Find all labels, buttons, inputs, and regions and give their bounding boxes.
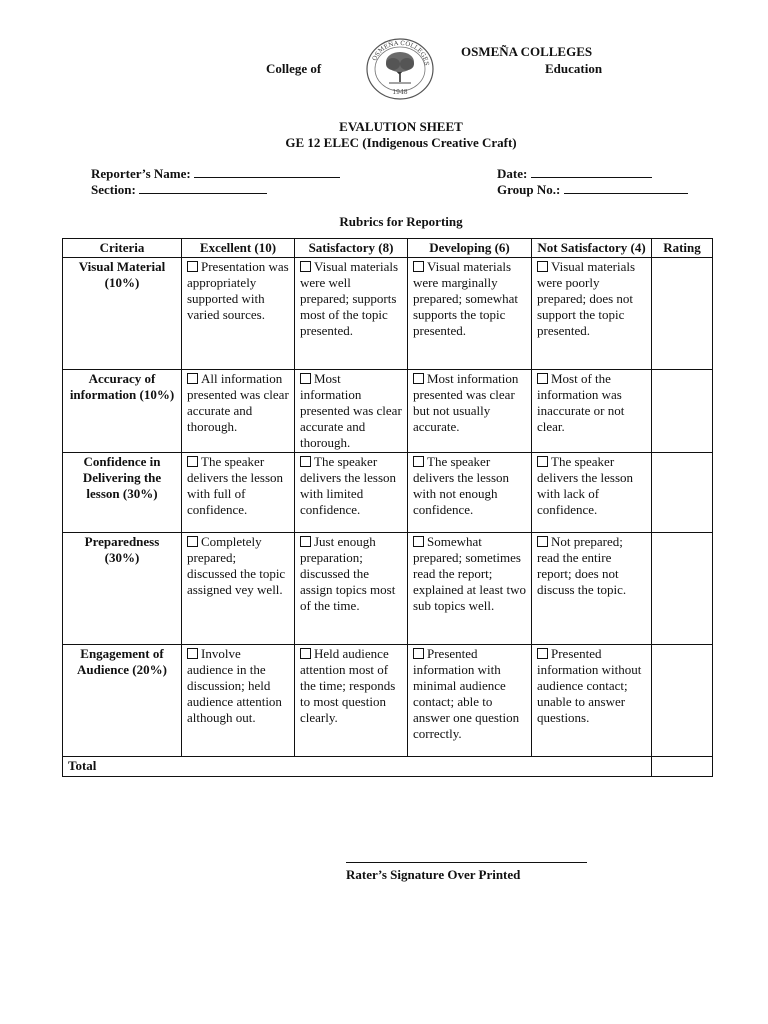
checkbox-icon[interactable] (537, 536, 548, 547)
checkbox-icon[interactable] (537, 261, 548, 272)
checkbox-icon[interactable] (300, 373, 311, 384)
rubric-table (62, 238, 713, 777)
rubric-cell (532, 453, 652, 533)
rating-cell[interactable] (652, 370, 713, 453)
rubric-cell (182, 370, 295, 453)
descriptor-text: Not prepared; read the entire report; does not discuss the topic. (537, 534, 627, 597)
descriptor-text: Somewhat prepared; sometimes read the report; explained at least two sub topics well. (413, 534, 526, 613)
svg-text:1948: 1948 (392, 89, 408, 96)
reporter-name-blank[interactable] (194, 166, 340, 178)
rubric-cell (408, 533, 532, 645)
reporter-name-field[interactable] (91, 166, 340, 182)
section-field[interactable] (91, 182, 267, 198)
rating-cell[interactable] (652, 258, 713, 370)
checkbox-icon[interactable] (413, 536, 424, 547)
checkbox-icon[interactable] (413, 373, 424, 384)
checkbox-icon[interactable] (413, 648, 424, 659)
rubric-title: Rubrics for Reporting (339, 214, 463, 229)
checkbox-icon[interactable] (300, 536, 311, 547)
rubric-cell (295, 258, 408, 370)
rubric-cell (532, 533, 652, 645)
rubric-cell (295, 533, 408, 645)
total-row (63, 757, 713, 777)
descriptor-text: Presented information with minimal audience contact; able to answer one question correctly. (413, 646, 520, 741)
table-header-row (63, 239, 713, 258)
rubric-cell (295, 453, 408, 533)
descriptor-text: Most information presented was clear accurate and thorough. (300, 371, 402, 450)
table-row (63, 258, 713, 370)
rubric-cell (408, 645, 532, 757)
table-row (63, 370, 713, 453)
checkbox-icon[interactable] (187, 261, 198, 272)
total-label: Total (63, 757, 652, 777)
svg-text:OSMEÑA COLLEGES: OSMEÑA COLLEGES (371, 39, 431, 67)
rubric-cell (532, 258, 652, 370)
descriptor-text: Completely prepared; discussed the topic assigned vey well. (187, 534, 286, 597)
descriptor-text: Visual materials were marginally prepared; somewhat supports the topic presented. (413, 259, 519, 338)
descriptor-text: The speaker delivers the lesson with full of confidence. (187, 454, 284, 517)
rubric-cell (295, 645, 408, 757)
group-no-field[interactable] (497, 182, 688, 198)
descriptor-text: The speaker delivers the lesson with lack of confidence. (537, 454, 634, 517)
table-row (63, 453, 713, 533)
criteria-cell: Engagement of Audience (20%) (63, 645, 182, 757)
rubric-cell (182, 453, 295, 533)
checkbox-icon[interactable] (300, 261, 311, 272)
checkbox-icon[interactable] (187, 648, 198, 659)
section-blank[interactable] (139, 182, 267, 194)
total-rating-cell[interactable] (652, 757, 713, 777)
rating-cell[interactable] (652, 645, 713, 757)
group-no-label: Group No.: (497, 182, 561, 197)
descriptor-text: All information presented was clear accurate and thorough. (187, 371, 289, 434)
header-excellent: Excellent (10) (182, 239, 295, 258)
checkbox-icon[interactable] (187, 373, 198, 384)
signature-label: Rater’s Signature Over Printed (346, 867, 521, 882)
header-not-satisfactory: Not Satisfactory (4) (532, 239, 652, 258)
checkbox-icon[interactable] (300, 648, 311, 659)
date-field[interactable] (497, 166, 652, 182)
checkbox-icon[interactable] (537, 456, 548, 467)
descriptor-text: Held audience attention most of the time; responds to most question clearly. (300, 646, 396, 725)
criteria-cell: Confidence in Delivering the lesson (30%) (63, 453, 182, 533)
descriptor-text: Most information presented was clear but not usually accurate. (413, 371, 519, 434)
descriptor-text: Just enough preparation; discussed the assign topics most of the time. (300, 534, 396, 613)
course-title: GE 12 ELEC (Indigenous Creative Craft) (285, 135, 517, 150)
section-label: Section: (91, 182, 136, 197)
rubric-cell (532, 370, 652, 453)
checkbox-icon[interactable] (413, 456, 424, 467)
rubric-cell (408, 258, 532, 370)
descriptor-text: The speaker delivers the lesson with not enough confidence. (413, 454, 510, 517)
criteria-cell: Visual Material (10%) (63, 258, 182, 370)
rubric-cell (295, 370, 408, 453)
header-developing: Developing (6) (408, 239, 532, 258)
descriptor-text: Visual materials were well prepared; supports most of the topic presented. (300, 259, 399, 338)
reporter-name-label: Reporter’s Name: (91, 166, 191, 181)
school-name: OSMEÑA COLLEGES (461, 44, 593, 59)
rubric-cell (532, 645, 652, 757)
descriptor-text: Presented information without audience contact; unable to answer questions. (537, 646, 642, 725)
criteria-cell: Preparedness (30%) (63, 533, 182, 645)
criteria-cell: Accuracy of information (10%) (63, 370, 182, 453)
rubric-cell (182, 645, 295, 757)
rating-cell[interactable] (652, 453, 713, 533)
rubric-cell (408, 370, 532, 453)
table-row (63, 533, 713, 645)
group-no-blank[interactable] (564, 182, 688, 194)
department-name: Education (545, 61, 603, 76)
date-label: Date: (497, 166, 528, 181)
header-rating: Rating (652, 239, 713, 258)
descriptor-text: Involve audience in the discussion; held audience attention although out. (187, 646, 282, 725)
descriptor-text: Visual materials were poorly prepared; does not support the topic presented. (537, 259, 636, 338)
rating-cell[interactable] (652, 533, 713, 645)
rubric-cell (408, 453, 532, 533)
rubric-cell (182, 258, 295, 370)
checkbox-icon[interactable] (187, 536, 198, 547)
rubric-cell (182, 533, 295, 645)
checkbox-icon[interactable] (413, 261, 424, 272)
descriptor-text: Most of the information was inaccurate or not clear. (537, 371, 625, 434)
header-criteria: Criteria (63, 239, 182, 258)
signature-line[interactable] (346, 862, 587, 863)
header-satisfactory: Satisfactory (8) (295, 239, 408, 258)
college-seal-logo (365, 37, 435, 101)
sheet-title: EVALUTION SHEET (339, 119, 463, 134)
descriptor-text: Presentation was appropriately supported with varied sources. (187, 259, 289, 322)
checkbox-icon[interactable] (187, 456, 198, 467)
descriptor-text: The speaker delivers the lesson with limited confidence. (300, 454, 397, 517)
checkbox-icon[interactable] (537, 373, 548, 384)
date-blank[interactable] (531, 166, 652, 178)
checkbox-icon[interactable] (300, 456, 311, 467)
checkbox-icon[interactable] (537, 648, 548, 659)
table-row (63, 645, 713, 757)
college-of-label: College of (266, 61, 322, 76)
